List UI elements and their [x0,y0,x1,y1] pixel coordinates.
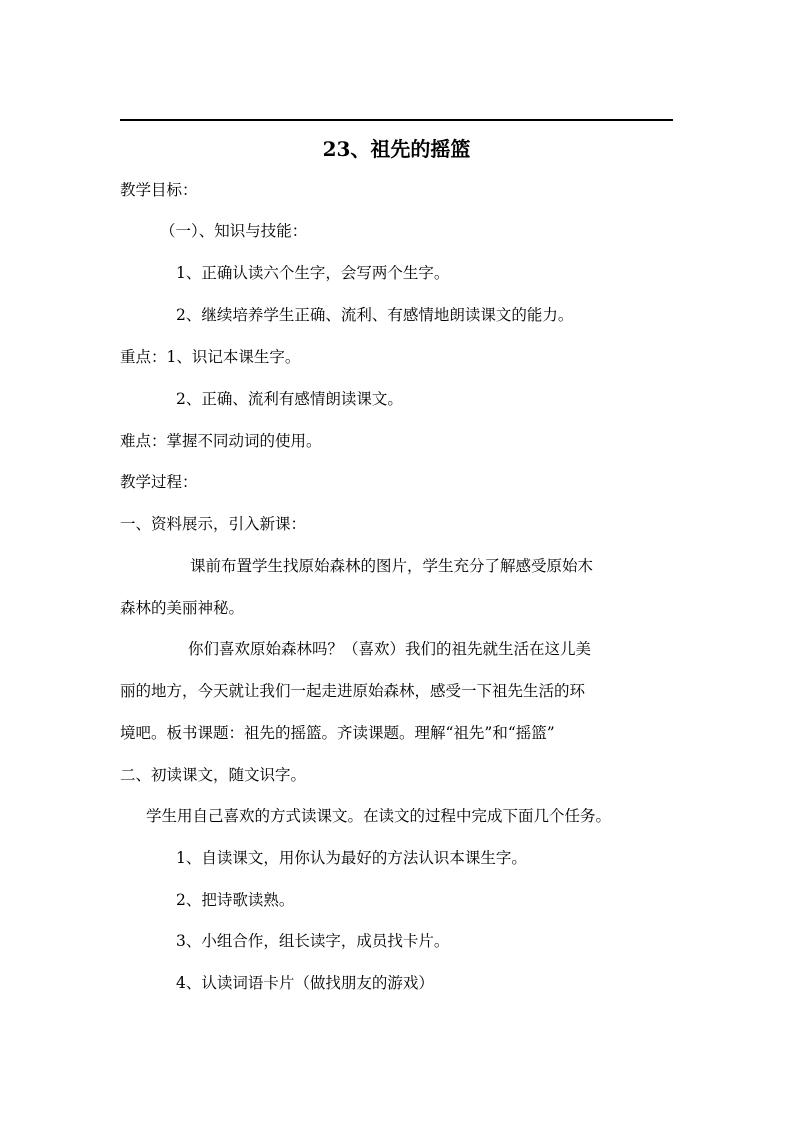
text-line: 教学过程： [120,473,198,491]
text-line: 2、把诗歌读熟。 [176,891,295,909]
text-line: 森林的美丽神秘。 [120,599,245,617]
text-line: 2、正确、流利有感情朗读课文。 [176,390,403,408]
text-line: 二、初读课文，随文识字。 [120,766,307,784]
text-line: 1、正确认读六个生字，会写两个生字。 [176,264,450,282]
text-line: 重点：1、识记本课生字。 [120,348,301,366]
text-line: 境吧。板书课题：祖先的摇篮。齐读课题。理解“祖先”和“摇篮” [120,724,555,742]
text-line: 丽的地方，今天就让我们一起走进原始森林，感受一下祖先生活的环 [120,682,586,700]
page-title: 23、祖先的摇篮 [322,137,471,161]
text-line: 教学目标： [120,181,198,199]
text-line: 课前布置学生找原始森林的图片，学生充分了解感受原始木 [190,557,594,575]
header-rule [120,119,673,121]
text-line: 你们喜欢原始森林吗？（喜欢）我们的祖先就生活在这儿美 [188,640,592,658]
text-line: 4、认读词语卡片（做找朋友的游戏） [176,974,434,992]
text-line: 3、小组合作，组长读字，成员找卡片。 [176,932,450,950]
text-line: 1、自读课文，用你认为最好的方法认识本课生字。 [176,849,527,867]
text-line: 一、资料展示，引入新课： [120,515,307,533]
text-line: （一）、知识与技能： [160,222,308,240]
text-line: 难点：掌握不同动词的使用。 [120,432,322,450]
text-line: 学生用自己喜欢的方式读课文。在读文的过程中完成下面几个任务。 [146,807,612,825]
text-line: 2、继续培养学生正确、流利、有感情地朗读课文的能力。 [176,306,574,324]
